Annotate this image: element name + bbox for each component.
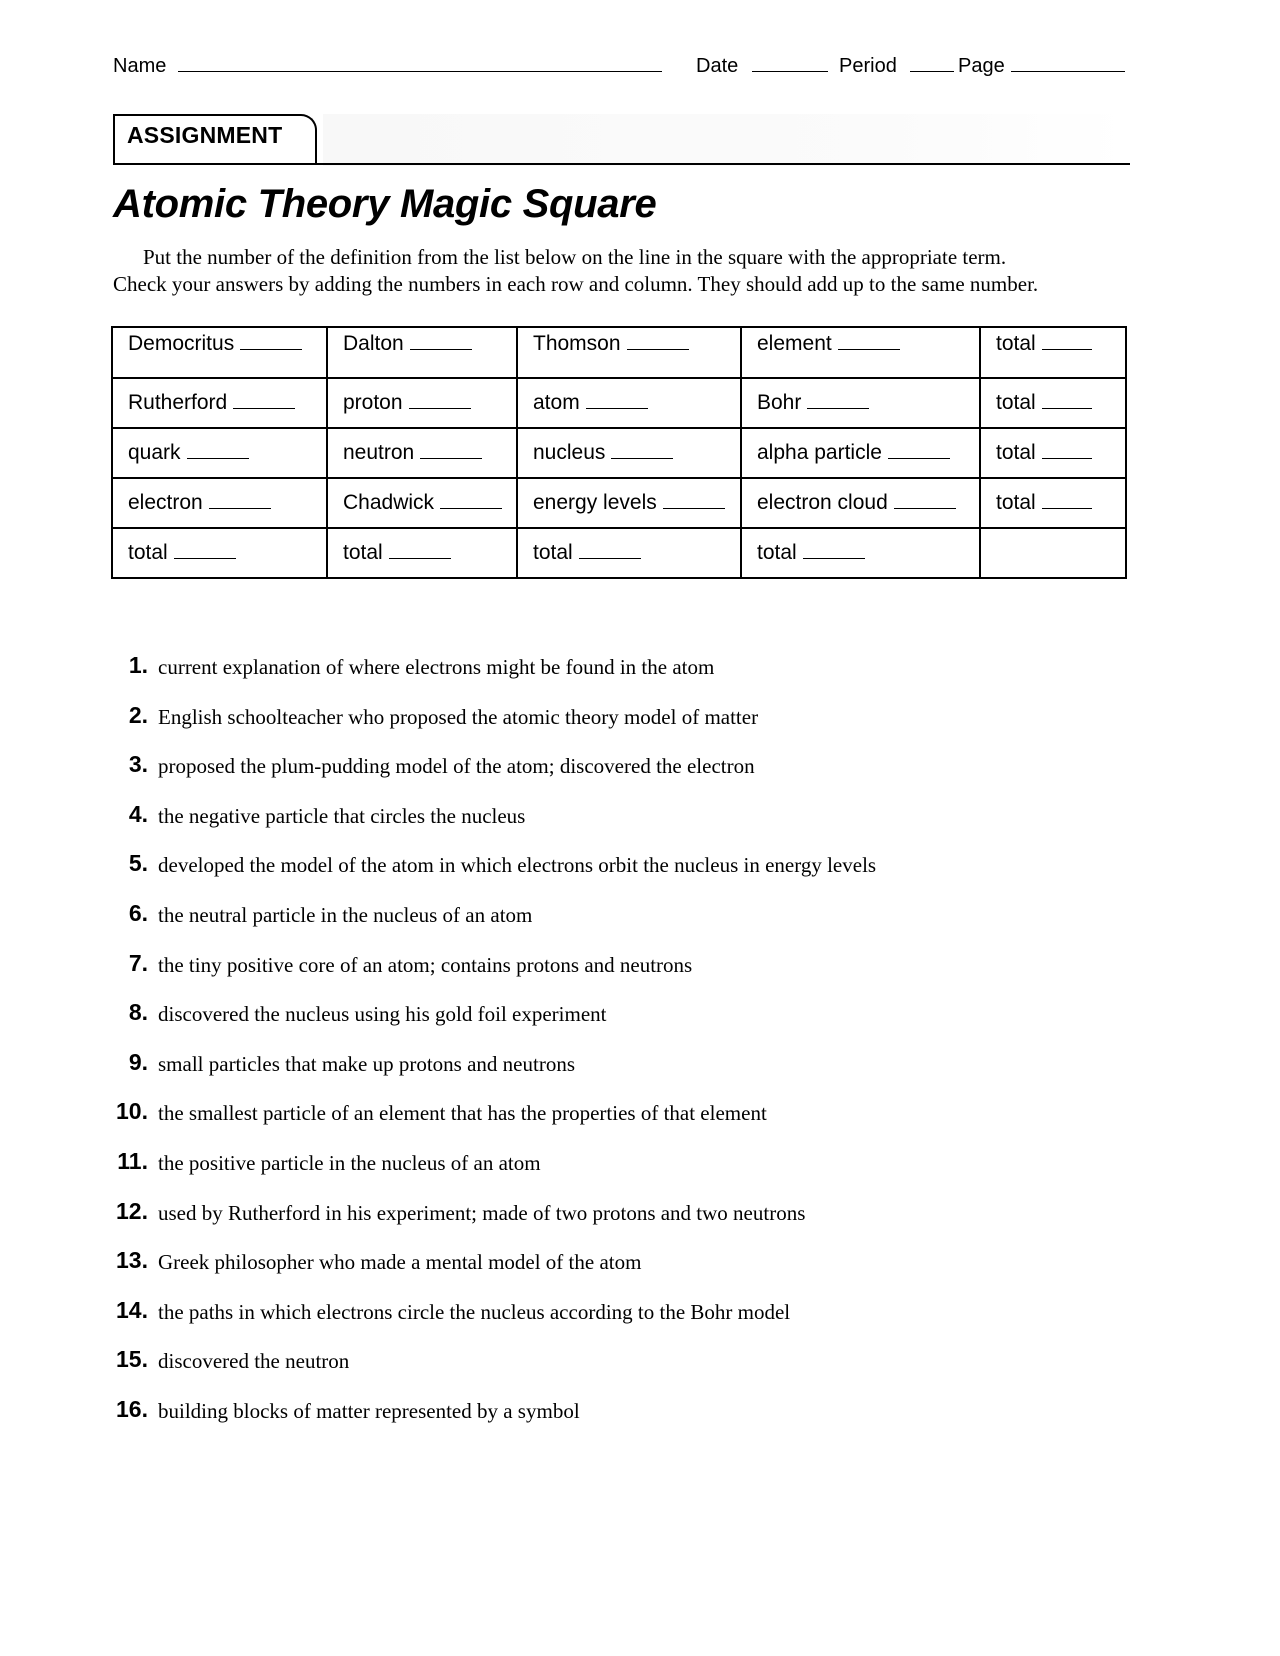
definition-number: 12. bbox=[116, 1197, 148, 1224]
table-row bbox=[112, 528, 1126, 578]
cell-row-total: total bbox=[980, 378, 1126, 428]
total-blank[interactable] bbox=[389, 539, 451, 559]
cell-column-total: total bbox=[112, 528, 327, 578]
definition-text: the paths in which electrons circle the nucleus according to the Bohr model bbox=[158, 1299, 791, 1324]
cell-column-total: total bbox=[327, 528, 517, 578]
answer-blank[interactable] bbox=[420, 439, 482, 459]
name-blank[interactable] bbox=[178, 52, 662, 72]
answer-blank[interactable] bbox=[807, 389, 869, 409]
assignment-banner bbox=[113, 114, 1130, 166]
definition-number: 10. bbox=[116, 1098, 148, 1125]
list-item bbox=[108, 650, 1108, 700]
definition-text: current explanation of where electrons might be found in the atom bbox=[158, 655, 715, 679]
cell-row-total: total bbox=[980, 327, 1126, 378]
definition-text: the smallest particle of an element that has the properties of that element bbox=[158, 1101, 767, 1126]
table-row bbox=[112, 378, 1126, 428]
list-item bbox=[108, 948, 1108, 998]
total-blank[interactable] bbox=[1042, 489, 1092, 509]
cell-nucleus: nucleus bbox=[517, 428, 741, 478]
definition-text: discovered the neutron bbox=[158, 1349, 350, 1374]
definition-number: 2. bbox=[128, 701, 148, 728]
period-blank[interactable] bbox=[910, 52, 954, 72]
cell-quark: quark bbox=[112, 428, 327, 478]
definition-number: 1. bbox=[128, 652, 148, 678]
page-title: Atomic Theory Magic Square bbox=[113, 182, 657, 226]
page-label: Page bbox=[958, 55, 1005, 77]
total-blank[interactable] bbox=[1042, 439, 1092, 459]
total-blank[interactable] bbox=[174, 539, 236, 559]
list-item bbox=[108, 1146, 1108, 1196]
cell-rutherford: Rutherford bbox=[112, 378, 327, 428]
list-item bbox=[108, 1344, 1108, 1394]
cell-bohr: Bohr bbox=[741, 378, 980, 428]
definition-number: 15. bbox=[116, 1346, 148, 1373]
definition-number: 5. bbox=[128, 850, 148, 877]
list-item bbox=[108, 1196, 1108, 1246]
answer-blank[interactable] bbox=[233, 389, 295, 409]
answer-blank[interactable] bbox=[663, 489, 725, 509]
instructions-line-2: Check your answers by adding the numbers in each row and column. They should add up to the same number. bbox=[113, 272, 1039, 296]
cell-atom: atom bbox=[517, 378, 741, 428]
answer-blank[interactable] bbox=[586, 389, 648, 409]
total-blank[interactable] bbox=[803, 539, 865, 559]
definitions-list bbox=[108, 650, 1108, 1444]
definition-text: small particles that make up protons and neutrons bbox=[158, 1051, 575, 1076]
assignment-label: ASSIGNMENT bbox=[127, 122, 283, 148]
answer-blank[interactable] bbox=[240, 330, 302, 350]
page-field bbox=[958, 52, 1125, 79]
date-field bbox=[696, 52, 828, 79]
list-item bbox=[108, 898, 1108, 948]
definition-text: used by Rutherford in his experiment; made of two protons and two neutrons bbox=[158, 1200, 806, 1225]
total-blank[interactable] bbox=[579, 539, 641, 559]
cell-thomson: Thomson bbox=[517, 327, 741, 378]
total-blank[interactable] bbox=[1042, 389, 1092, 409]
cell-row-total: total bbox=[980, 428, 1126, 478]
cell-proton: proton bbox=[327, 378, 517, 428]
definition-text: the neutral particle in the nucleus of an atom bbox=[158, 902, 533, 927]
date-blank[interactable] bbox=[752, 52, 828, 72]
period-field bbox=[839, 52, 954, 79]
answer-blank[interactable] bbox=[209, 489, 271, 509]
cell-electron: electron bbox=[112, 478, 327, 528]
table-row bbox=[112, 327, 1126, 378]
list-item bbox=[108, 799, 1108, 849]
magic-square-table bbox=[111, 326, 1127, 579]
table-row bbox=[112, 478, 1126, 528]
table-row bbox=[112, 428, 1126, 478]
list-item bbox=[108, 997, 1108, 1047]
definition-number: 7. bbox=[128, 949, 148, 976]
cell-democritus: Democritus bbox=[112, 327, 327, 378]
answer-blank[interactable] bbox=[838, 330, 900, 350]
cell-column-total: total bbox=[517, 528, 741, 578]
cell-empty-corner bbox=[980, 528, 1126, 578]
banner-shade bbox=[323, 114, 1130, 166]
definition-number: 6. bbox=[128, 899, 148, 926]
name-label: Name bbox=[113, 55, 167, 77]
cell-energy-levels: energy levels bbox=[517, 478, 741, 528]
definition-text: developed the model of the atom in which electrons orbit the nucleus in energy levels bbox=[158, 853, 877, 878]
cell-row-total: total bbox=[980, 478, 1126, 528]
answer-blank[interactable] bbox=[627, 330, 689, 350]
definition-number: 11. bbox=[117, 1147, 148, 1174]
cell-alpha-particle: alpha particle bbox=[741, 428, 980, 478]
list-item bbox=[108, 749, 1108, 799]
definition-text: the negative particle that circles the nucleus bbox=[158, 803, 526, 828]
name-field bbox=[113, 52, 662, 79]
list-item bbox=[108, 1394, 1108, 1444]
banner-rule bbox=[113, 163, 1130, 165]
instructions bbox=[113, 244, 1130, 298]
answer-blank[interactable] bbox=[440, 489, 502, 509]
cell-dalton: Dalton bbox=[327, 327, 517, 378]
definition-number: 3. bbox=[128, 751, 148, 778]
answer-blank[interactable] bbox=[187, 439, 249, 459]
definition-text: English schoolteacher who proposed the atomic theory model of matter bbox=[158, 704, 759, 729]
assignment-tab bbox=[113, 114, 317, 163]
definition-number: 13. bbox=[116, 1247, 148, 1274]
definition-number: 9. bbox=[128, 1048, 148, 1075]
definition-text: the tiny positive core of an atom; contains protons and neutrons bbox=[158, 952, 693, 977]
answer-blank[interactable] bbox=[409, 389, 471, 409]
definition-number: 14. bbox=[116, 1296, 148, 1323]
definition-number: 8. bbox=[128, 999, 148, 1026]
instructions-line-1: Put the number of the definition from the list below on the line in the square with the appropriate term. bbox=[143, 245, 1007, 269]
period-label: Period bbox=[839, 55, 897, 77]
definition-number: 16. bbox=[116, 1395, 148, 1422]
list-item bbox=[108, 1096, 1108, 1146]
cell-chadwick: Chadwick bbox=[327, 478, 517, 528]
total-blank[interactable] bbox=[1042, 330, 1092, 350]
list-item bbox=[108, 1295, 1108, 1345]
definition-text: the positive particle in the nucleus of an atom bbox=[158, 1150, 541, 1175]
answer-blank[interactable] bbox=[410, 330, 472, 350]
cell-electron-cloud: electron cloud bbox=[741, 478, 980, 528]
student-info-header bbox=[113, 52, 1130, 78]
page-blank[interactable] bbox=[1011, 52, 1125, 72]
definition-text: discovered the nucleus using his gold foil experiment bbox=[158, 1002, 607, 1027]
list-item bbox=[108, 848, 1108, 898]
answer-blank[interactable] bbox=[611, 439, 673, 459]
definition-text: Greek philosopher who made a mental model of the atom bbox=[158, 1250, 642, 1275]
definition-text: proposed the plum-pudding model of the atom; discovered the electron bbox=[158, 754, 755, 779]
answer-blank[interactable] bbox=[888, 439, 950, 459]
cell-column-total: total bbox=[741, 528, 980, 578]
answer-blank[interactable] bbox=[894, 489, 956, 509]
cell-neutron: neutron bbox=[327, 428, 517, 478]
list-item bbox=[108, 1245, 1108, 1295]
list-item bbox=[108, 1047, 1108, 1097]
cell-element: element bbox=[741, 327, 980, 378]
definition-number: 4. bbox=[128, 800, 148, 827]
definition-text: building blocks of matter represented by a symbol bbox=[158, 1398, 580, 1423]
list-item bbox=[108, 700, 1108, 750]
date-label: Date bbox=[696, 55, 739, 77]
